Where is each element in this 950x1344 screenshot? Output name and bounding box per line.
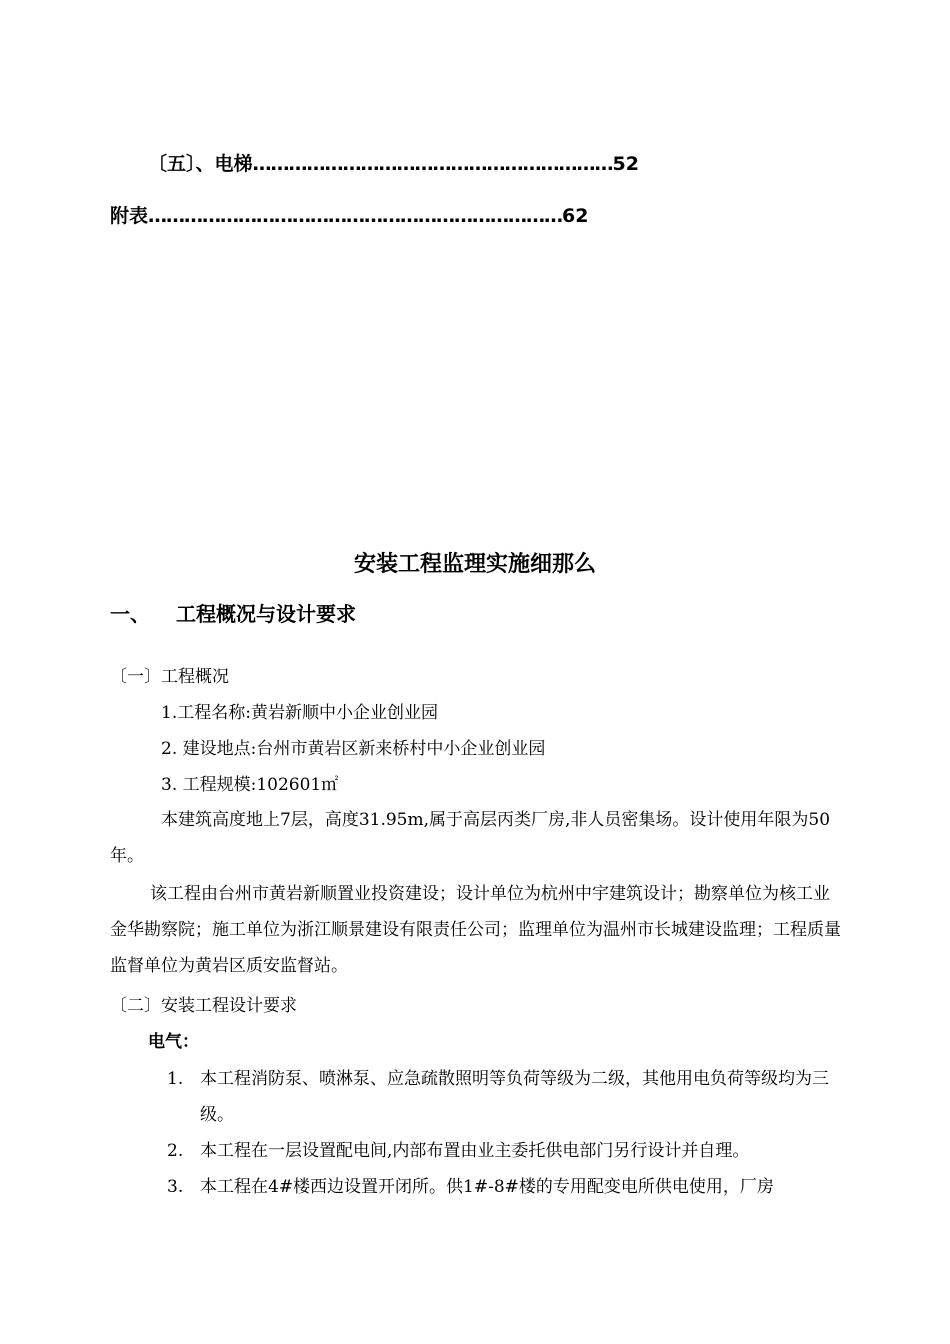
electrical-label: 电气： [148,1032,199,1052]
project-scale: 3. 工程规模:102601㎡ [161,775,339,795]
toc-entry-appendix[interactable] [110,204,588,228]
subsection-heading: 〔一〕工程概况 [110,667,229,687]
toc-entry-label: 〔五〕、电梯 [148,153,253,175]
toc-entry-label: 附表 [110,205,149,227]
project-parties-paragraph: 该工程由台州市黄岩新顺置业投资建设；设计单位为杭州中宇建筑设计；勘察单位为核工业金华勘察院；施工单位为浙江顺景建设有限责任公司；监理单位为温州市长城建设监理；工程质量监督单位为黄岩区质安监督站。 [110,884,841,976]
toc-leader-dots: …………………………………………………………… [148,205,563,227]
list-item-text: 本工程在一层设置配电间,内部布置由业主委托供电部门另行设计并自理。 [200,1141,750,1161]
list-item-number: 1. [167,1069,184,1089]
project-name: 1.工程名称:黄岩新顺中小企业创业园 [161,703,438,723]
toc-entry-elevator[interactable] [148,152,639,176]
toc-leader-dots: …………………………………………………… [252,153,613,175]
building-description-paragraph: 本建筑高度地上7层，高度31.95m,属于高层丙类厂房,非人员密集场。设计使用年限为50年。 [110,810,831,866]
list-item-text: 本工程在4#楼西边设置开闭所。供1#-8#楼的专用配变电所供电使用，厂房 [200,1177,774,1197]
section-number: 一、 [110,602,150,626]
toc-page-number: 52 [612,153,639,175]
document-title: 安装工程监理实施细那么 [353,552,596,577]
subsection-heading: 〔二〕安装工程设计要求 [110,996,297,1016]
list-item-number: 3. [167,1177,184,1197]
toc-page-number: 62 [562,205,589,227]
section-title: 工程概况与设计要求 [176,602,356,626]
list-item-text: 本工程消防泵、喷淋泵、应急疏散照明等负荷等级为二级，其他用电负荷等级均为三级。 [200,1069,829,1125]
project-location: 2. 建设地点:台州市黄岩区新来桥村中小企业创业园 [161,739,546,759]
list-item-number: 2. [167,1141,184,1161]
